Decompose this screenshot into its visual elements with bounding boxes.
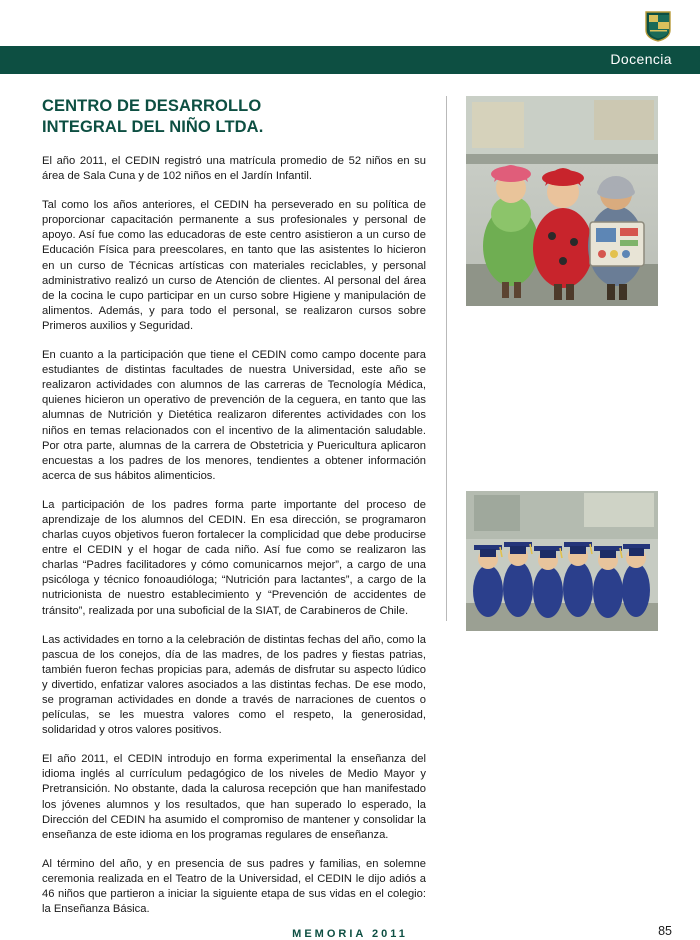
document-title: MEMORIA 2011 xyxy=(292,928,408,940)
page-title xyxy=(42,96,426,138)
paragraph: El año 2011, el CEDIN registró una matrícula promedio de 52 niños en su área de Sala Cuna y de 102 niños en el Jardín Infantil. xyxy=(42,155,426,183)
photo-column xyxy=(466,96,658,631)
photo-children-costumes xyxy=(466,96,658,306)
page-title-line-1: CENTRO DE DESARROLLO xyxy=(42,97,262,115)
paragraph: La participación de los padres forma parte importante del proceso de aprendizaje de los alumnos del CEDIN. En esa dirección, se programaron charlas cuyos objetivos fueron fortalecer la complicidad que debe producirse entre el CEDIN y el hogar de cada niño. Así fue como se realizaron las charlas “Padres facilitadores y cómo comunicarnos mejor”, a cargo de una psicóloga y técnico fonoaudióloga; “Nutrición para lactantes”, a cargo de la nutricionista de nuestro establecimiento y “Prevención de accidentes de tránsito”, realizada por una suboficial de la SIAT, de Carabineros de Chile. xyxy=(42,498,426,617)
paragraph: Tal como los años anteriores, el CEDIN ha perseverado en su política de proporcionar capacitación permanente a sus profesionales y personal de apoyo. Así fue como las educadoras de este centro asistieron a un curso de Educación Física para preescolares, en tanto que las asistentes lo hicieron en un curso de Técnicas artísticas con materiales reciclables, y personal administrativo realizó un curso de Atención de clientes. Al personal del área de la cocina le cupo participar en un curso sobre Higiene y manipulación de alimentos. Además, y para todo el personal, se realizaron cursos sobre Primeros auxilios y Seguridad. xyxy=(42,199,426,332)
paragraph: En cuanto a la participación que tiene el CEDIN como campo docente para estudiantes de distintas facultades de nuestra Universidad, este año se realizaron actividades con alumnos de las carreras de Tecnología Médica, quienes hicieron un operativo de prevención de la ceguera, en tanto que las alumnas de Nutrición y Dietética realizaron diferentes actividades con los niños en temas relacionados con el incentivo de la alimentación saludable. Por otra parte, alumnas de la carrera de Obstetricia y Puericultura aplicaron encuestas a los padres de los menores, tendientes a obtener información acerca de sus hábitos alimenticios. xyxy=(42,349,426,482)
column-divider xyxy=(446,96,447,621)
article-column xyxy=(42,96,426,917)
page-title-line-2: INTEGRAL DEL NIÑO LTDA. xyxy=(42,118,264,136)
university-crest-icon xyxy=(644,10,672,42)
section-label: Docencia xyxy=(610,51,672,67)
paragraph: Las actividades en torno a la celebración de distintas fechas del año, como la pascua de los conejos, día de las madres, de los padres y fiestas patrias, también fueron fechas propicias para, además de disfrutar su aspecto lúdico y divertido, enfatizar valores asociados a las distintas fechas. De ese modo, se programan actividades en donde a través de narraciones de cuentos o películas, se les muestra valores como el respeto, la generosidad, solidaridad y otros valores positivos. xyxy=(42,633,426,737)
photo-graduation-children xyxy=(466,491,658,631)
page-number: 85 xyxy=(658,924,672,938)
article-body xyxy=(42,154,426,917)
page-content xyxy=(42,96,658,916)
paragraph: El año 2011, el CEDIN introdujo en forma experimental la enseñanza del idioma inglés al currículum pedagógico de los niveles de Medio Mayor y Pretransición. No obstante, dada la calurosa recepción que han manifestado los jóvenes alumnos y los resultados, que han superado lo esperado, la Dirección del CEDIN ha asumido el compromiso de mantener y consolidar la enseñanza de este idioma en los programas regulares de enseñanza. xyxy=(42,753,426,841)
header-band xyxy=(0,46,700,74)
paragraph: Al término del año, y en presencia de sus padres y familias, en solemne ceremonia realizada en el Teatro de la Universidad, el CEDIN le dijo adiós a 46 niños que partieron a iniciar la siguiente etapa de sus vidas en el colegio: la Enseñanza Básica. xyxy=(42,857,426,916)
